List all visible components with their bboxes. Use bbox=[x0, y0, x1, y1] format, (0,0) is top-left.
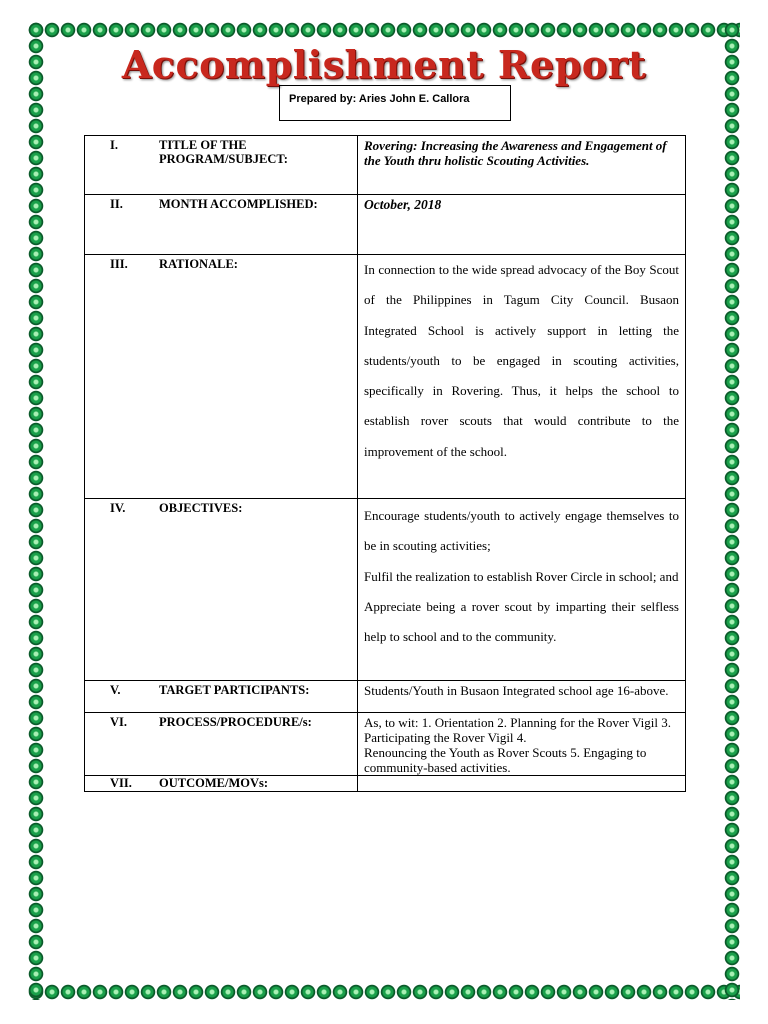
row-number: V. bbox=[110, 683, 121, 697]
prepared-by-box: Prepared by: Aries John E. Callora bbox=[279, 85, 511, 121]
month-value: October, 2018 bbox=[364, 197, 442, 212]
objective-item: Encourage students/youth to actively engage themselves to be in scouting activities; bbox=[364, 508, 679, 554]
row-label: TARGET PARTICIPANTS: bbox=[159, 683, 310, 697]
table-row-title bbox=[85, 136, 686, 195]
row-number: VII. bbox=[110, 776, 132, 790]
procedure-value bbox=[358, 713, 685, 775]
row-number: I. bbox=[110, 138, 118, 152]
procedure-line: As, to wit: 1. Orientation 2. Planning for the Rover Vigil 3. Participating the Rover Vigil 4. bbox=[364, 715, 671, 745]
row-label: TITLE OF THE PROGRAM/SUBJECT: bbox=[159, 138, 288, 166]
table-row-objectives bbox=[85, 499, 686, 681]
report-title: Accomplishment Report bbox=[121, 42, 647, 87]
report-table bbox=[84, 135, 686, 792]
decorative-border-right bbox=[724, 22, 740, 1000]
row-label: OBJECTIVES: bbox=[159, 501, 243, 515]
outcome-value bbox=[358, 776, 685, 778]
procedure-line: Renouncing the Youth as Rover Scouts 5. Engaging to community-based activities. bbox=[364, 745, 647, 775]
decorative-border-bottom bbox=[28, 984, 740, 1000]
row-number: VI. bbox=[110, 715, 128, 729]
row-label: RATIONALE: bbox=[159, 257, 238, 271]
table-row-month bbox=[85, 195, 686, 255]
objectives-list bbox=[358, 499, 685, 652]
table-row-participants bbox=[85, 681, 686, 713]
table-row-procedure bbox=[85, 713, 686, 776]
rationale-value: In connection to the wide spread advocacy of the Boy Scout of the Philippines in Tagum City Council. Busaon Integrated School is actively support in letting the students/youth to be engaged in scouting activities, specifically in Rovering. Thus, it helps the school to establish rover scouts that would contribute to the improvement of the school. bbox=[364, 262, 679, 459]
table-row-outcome bbox=[85, 776, 686, 792]
row-label: PROCESS/PROCEDURE/s: bbox=[159, 715, 312, 729]
participants-value: Students/Youth in Busaon Integrated school age 16-above. bbox=[364, 683, 669, 698]
row-number: III. bbox=[110, 257, 128, 271]
decorative-border-left bbox=[28, 22, 44, 1000]
row-label: OUTCOME/MOVs: bbox=[159, 776, 269, 790]
objective-item: Fulfil the realization to establish Rover Circle in school; and bbox=[364, 568, 679, 584]
row-number: II. bbox=[110, 197, 123, 211]
row-label: MONTH ACCOMPLISHED: bbox=[159, 197, 318, 211]
objective-item: Appreciate being a rover scout by imparting their selfless help to school and to the community. bbox=[364, 598, 679, 645]
program-title-value: Rovering: Increasing the Awareness and Engagement of the Youth thru holistic Scouting Activities. bbox=[364, 138, 667, 168]
table-row-rationale bbox=[85, 255, 686, 499]
row-number: IV. bbox=[110, 501, 126, 515]
decorative-border-top bbox=[28, 22, 740, 38]
